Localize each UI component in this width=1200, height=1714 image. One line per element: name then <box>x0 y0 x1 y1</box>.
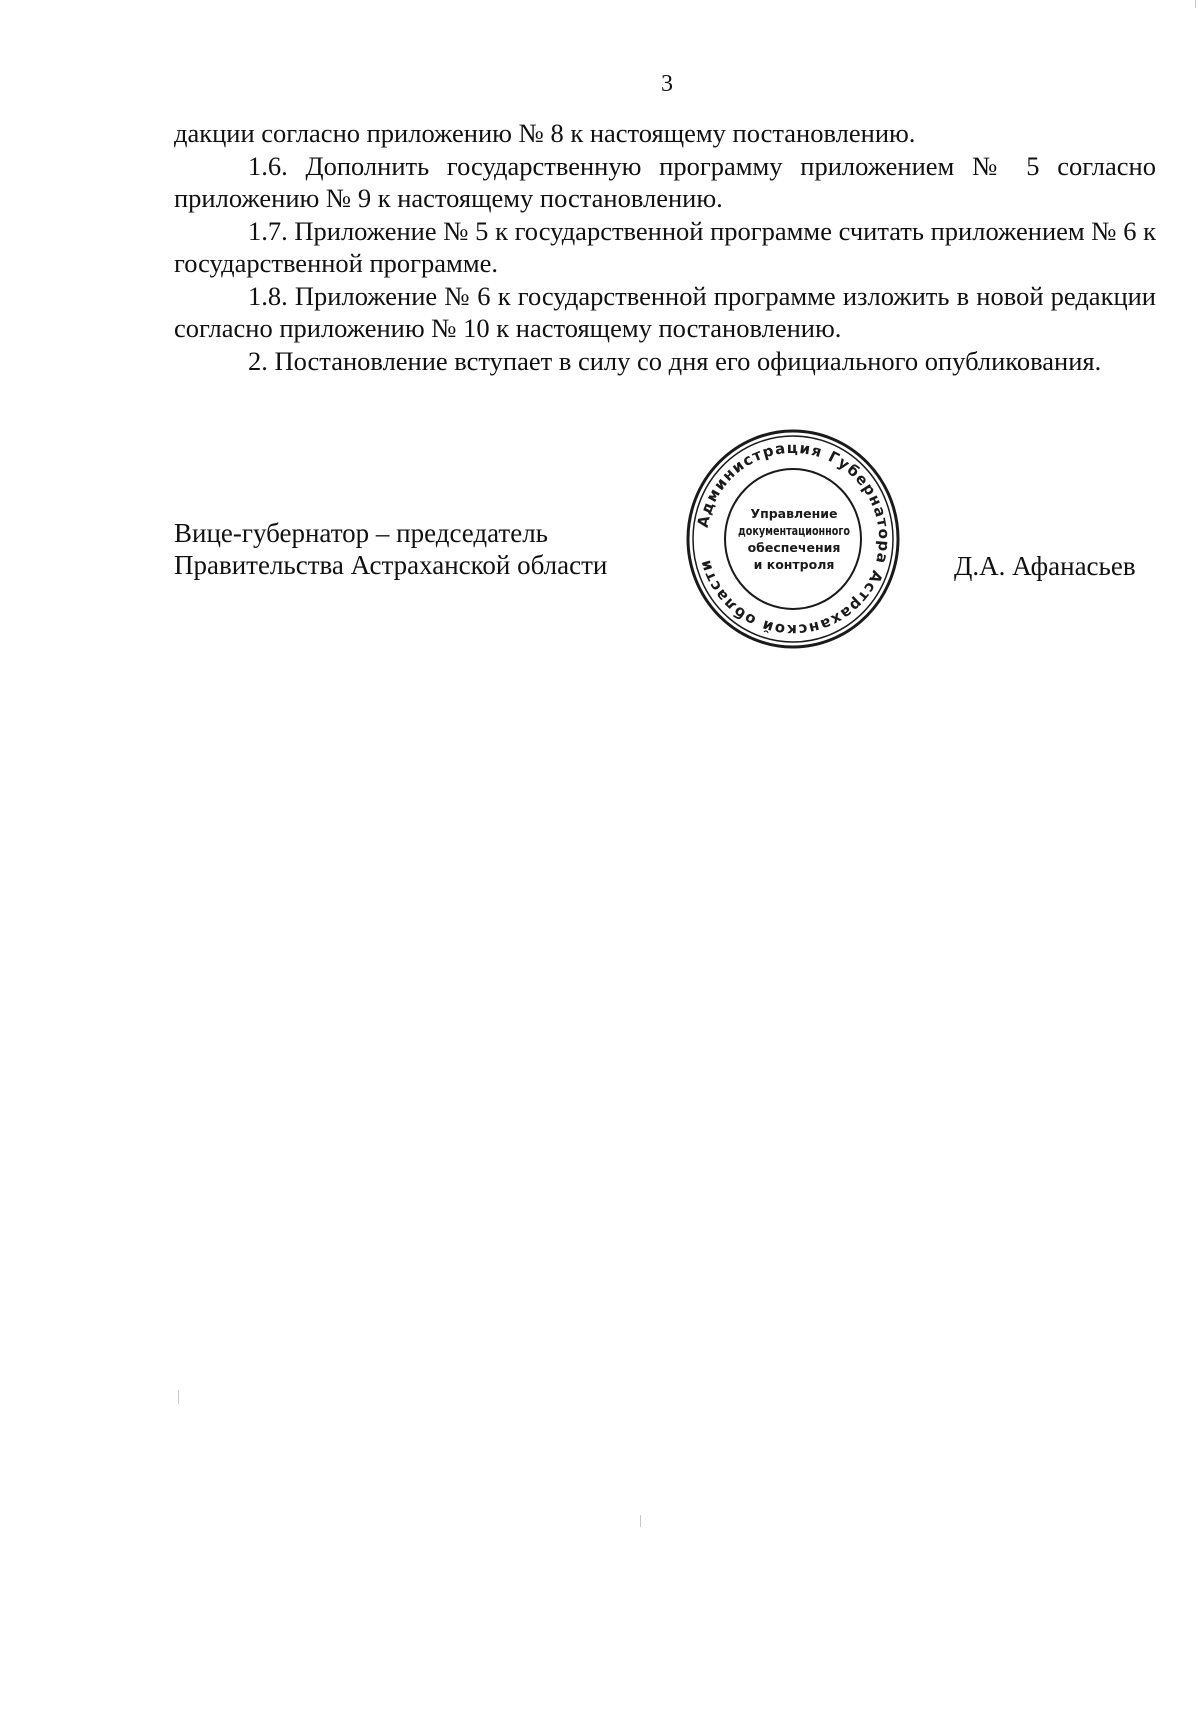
seal-inner-line-3: обеспечения <box>747 540 841 555</box>
seal-outer-text-content: Администрация Губернатора Астраханской области <box>693 438 894 640</box>
paragraph-1-8: 1.8. Приложение № 6 к государственной программе изложить в новой редакции согласно приложению № 10 к настоящему постановлению. <box>174 280 1156 343</box>
paragraph-1-7: 1.7. Приложение № 5 к государственной программе считать приложением № 6 к государственной программе. <box>174 215 1156 278</box>
document-body <box>174 117 1156 377</box>
paragraph-1-6: 1.6. Дополнить государственную программу приложением № 5 согласно приложению № 9 к настоящему постановлению. <box>174 150 1156 213</box>
seal-inner-line-1: Управление <box>750 506 838 521</box>
signatory-name: Д.А. Афанасьев <box>954 551 1136 581</box>
paragraph-continuation: дакции согласно приложению № 8 к настоящему постановлению. <box>174 118 916 148</box>
paragraph-2: 2. Постановление вступает в силу со дня его официального опубликования. <box>248 345 1102 376</box>
scan-artifact <box>178 1390 179 1404</box>
page-number: 3 <box>661 71 673 97</box>
signatory-title-line-2: Правительства Астраханской области <box>174 550 608 580</box>
seal-graphic <box>683 427 903 651</box>
scan-artifact <box>1195 0 1196 8</box>
official-seal <box>683 427 903 651</box>
signatory-title <box>174 517 607 581</box>
seal-inner-line-2: документационного <box>738 524 850 538</box>
seal-inner-line-4: и контроля <box>753 557 835 572</box>
signatory-title-line-1: Вице-губернатор – председатель <box>174 518 548 548</box>
scan-artifact <box>640 1515 641 1527</box>
